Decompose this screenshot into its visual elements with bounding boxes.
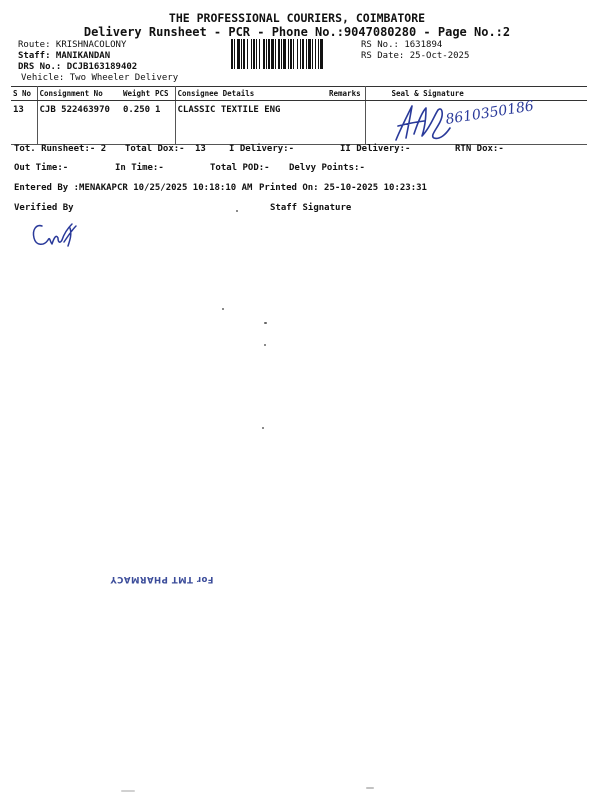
scan-speck — [366, 787, 374, 789]
col-consignee: Consignee Details — [175, 87, 327, 101]
table-header-row — [11, 87, 587, 101]
col-pcs: PCS — [153, 87, 175, 101]
delvy-points: Delvy Points:- — [289, 163, 365, 173]
out-time: Out Time:- — [14, 163, 69, 173]
staff-label: Staff: MANIKANDAN — [18, 51, 111, 61]
col-consignment: Consignment No — [37, 87, 121, 101]
total-dox-label: Total Dox:- — [125, 144, 185, 154]
cell-consignee: CLASSIC TEXTILE ENG — [175, 101, 327, 145]
drs-number: DRS No.: DCJB163189402 — [18, 62, 138, 72]
scan-speck — [264, 344, 266, 346]
rs-date: RS Date: 25-Oct-2025 — [361, 51, 470, 61]
scan-speck — [236, 210, 238, 212]
cell-remarks — [327, 101, 365, 145]
company-title: THE PROFESSIONAL COURIERS, COIMBATORE — [168, 11, 426, 25]
total-pod: Total POD:- — [210, 163, 270, 173]
ii-delivery: II Delivery:- — [340, 144, 411, 154]
cell-consignment: CJB 522463970 — [37, 101, 121, 145]
runsheet-subtitle: Delivery Runsheet - PCR - Phone No.:9047080280 - Page No.:2 — [83, 25, 511, 39]
handwritten-phone-number: 8610350186 — [444, 98, 535, 128]
staff-signature-label: Staff Signature — [270, 203, 352, 213]
mirrored-stamp: For TMT PHARMACY — [110, 574, 214, 584]
rtn-dox: RTN Dox:- — [455, 144, 504, 154]
printed-on: Printed On: 25-10-2025 10:23:31 — [259, 183, 427, 193]
vehicle-label: Vehicle: Two Wheeler Delivery — [21, 73, 179, 83]
col-weight: Weight — [121, 87, 153, 101]
scan-speck — [222, 308, 224, 310]
route-label: Route: KRISHNACOLONY — [18, 40, 127, 50]
col-sno: S No — [11, 87, 37, 101]
verifier-signature-image — [28, 216, 80, 252]
barcode-image — [231, 39, 356, 69]
cell-weight: 0.250 — [121, 101, 153, 145]
rs-number: RS No.: 1631894 — [361, 40, 443, 50]
verified-by-label: Verified By — [14, 203, 74, 213]
total-dox-value: 13 — [195, 144, 206, 154]
scan-speck — [262, 427, 264, 429]
col-seal-signature: Seal & Signature — [365, 87, 587, 101]
scan-speck — [121, 790, 135, 792]
scan-speck — [264, 322, 267, 324]
cell-pcs: 1 — [153, 101, 175, 145]
entered-by: Entered By :MENAKAPCR 10/25/2025 10:18:10 AM — [14, 183, 253, 193]
cell-sno: 13 — [11, 101, 37, 145]
col-remarks: Remarks — [327, 87, 365, 101]
in-time: In Time:- — [115, 163, 164, 173]
tot-runsheet: Tot. Runsheet:- 2 — [14, 144, 107, 154]
i-delivery: I Delivery:- — [229, 144, 295, 154]
